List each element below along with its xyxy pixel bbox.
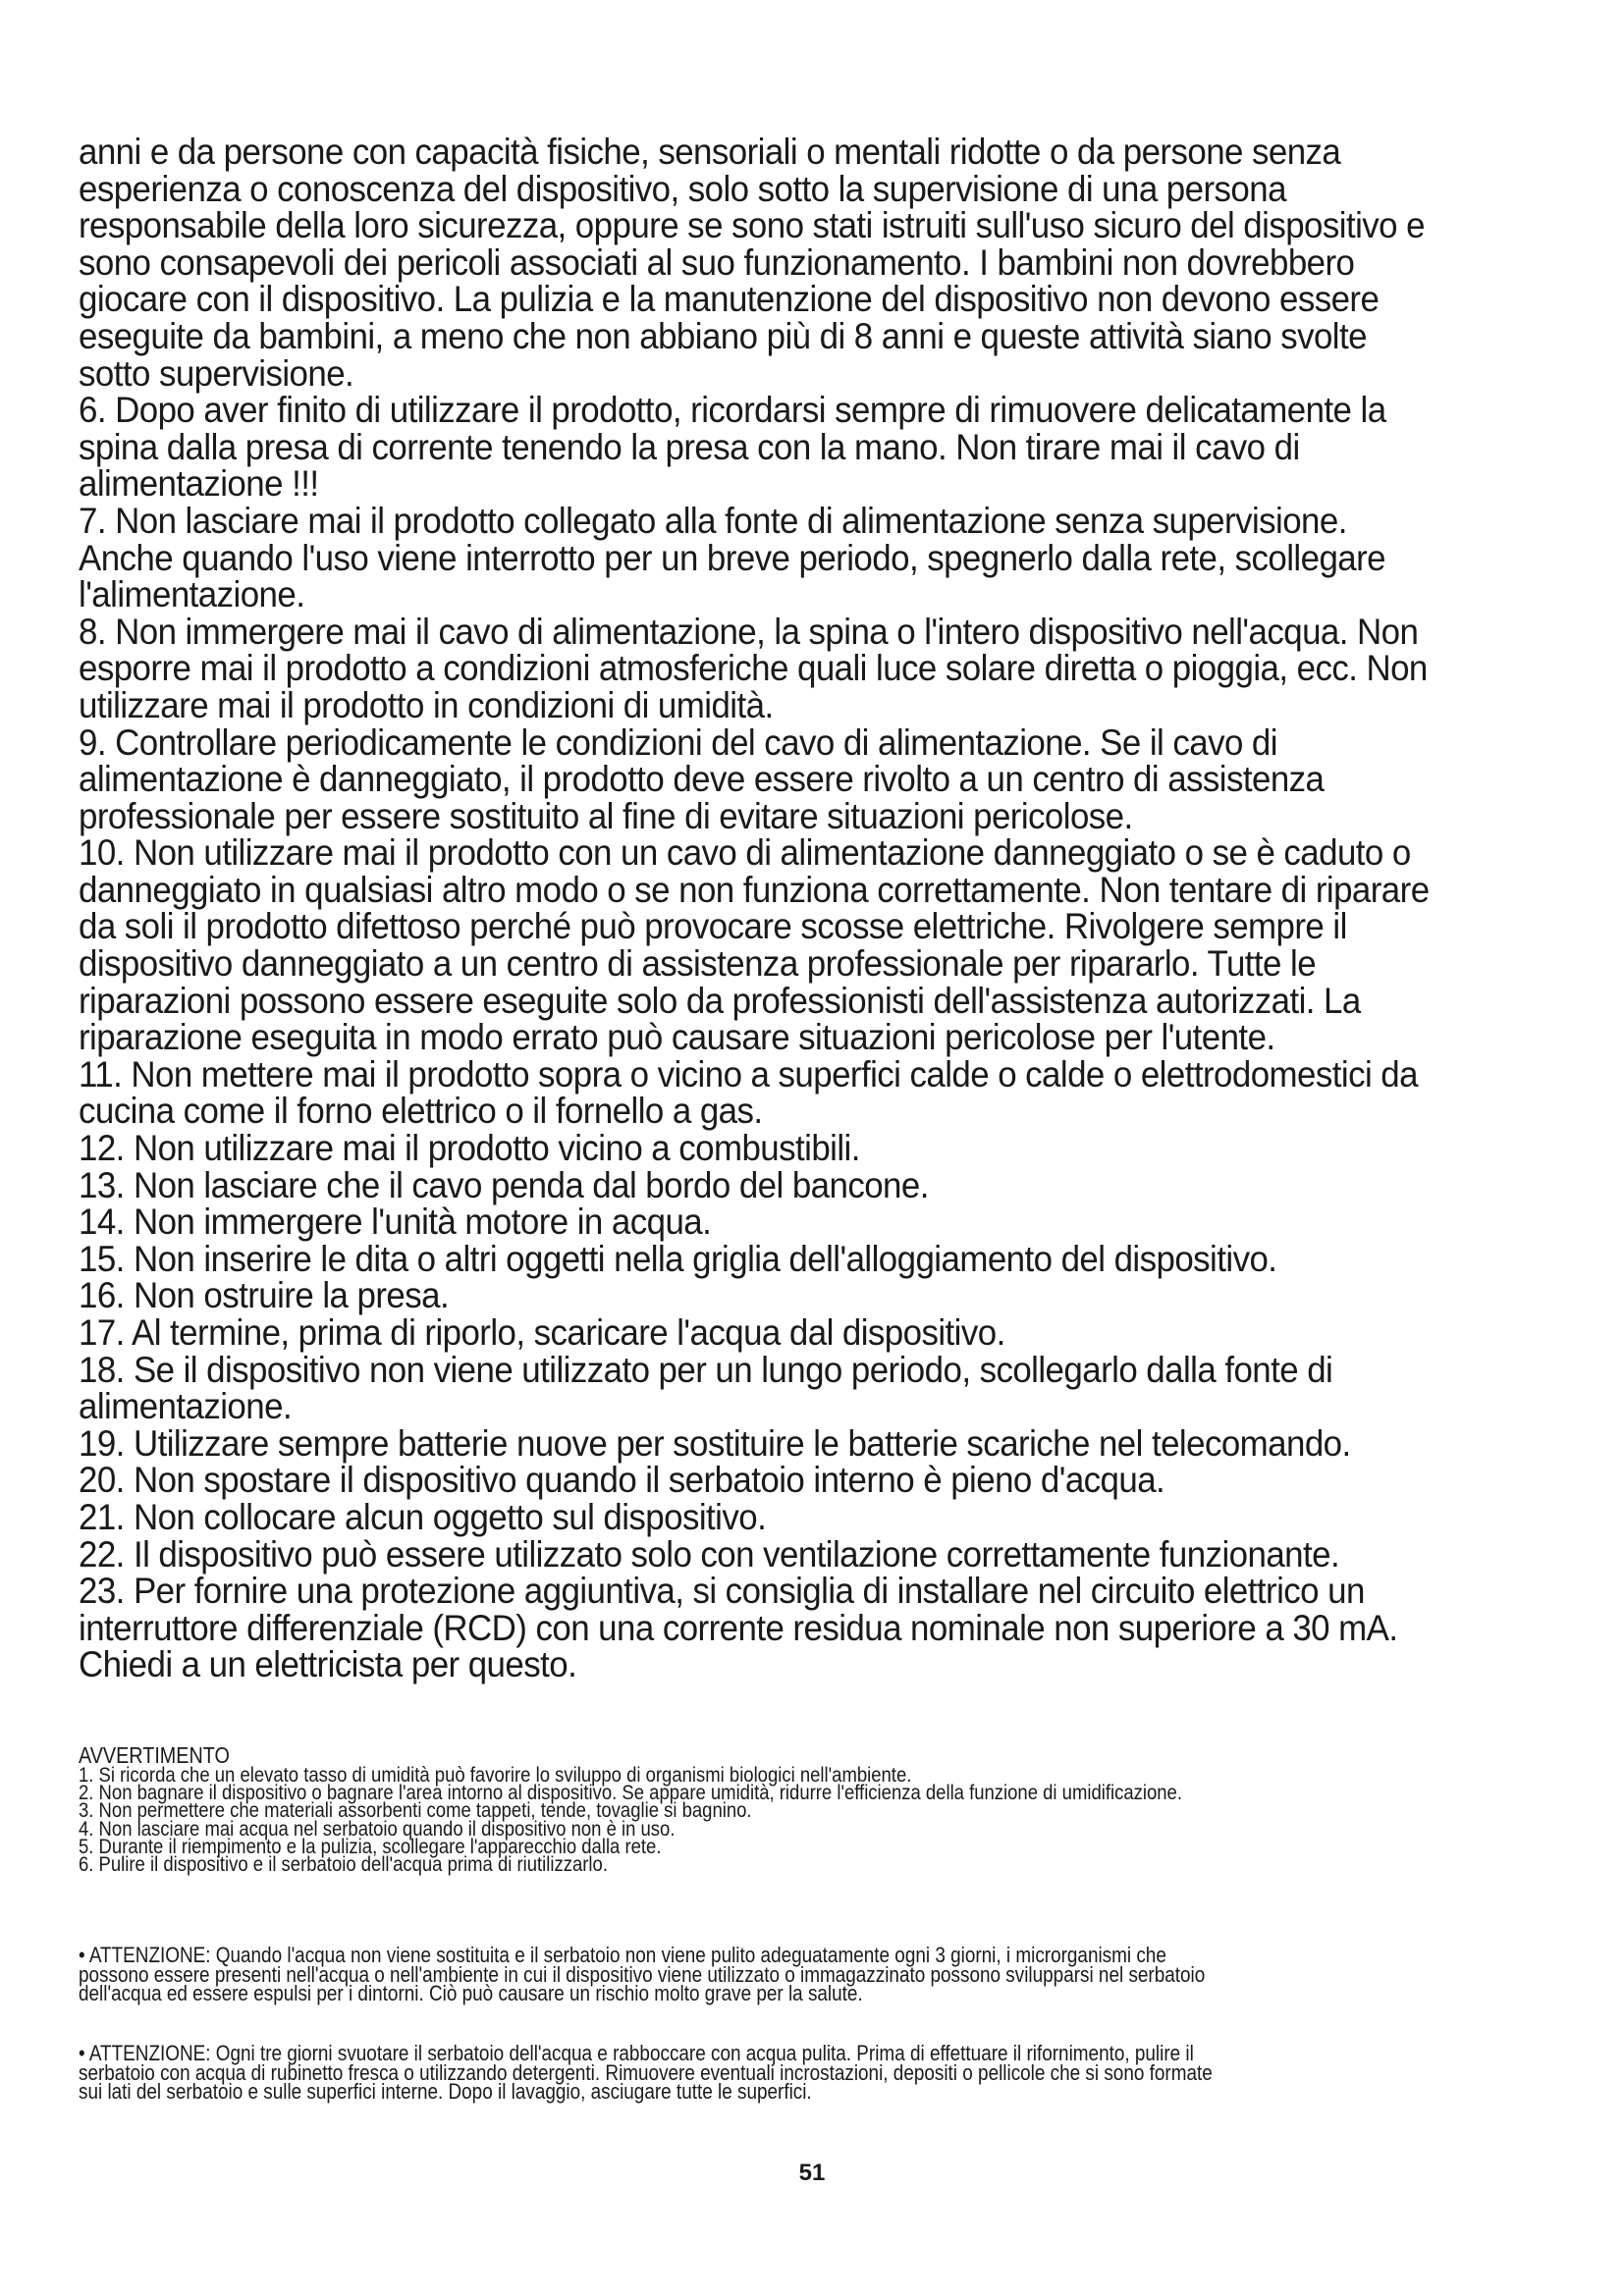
body-line: danneggiato in qualsiasi altro modo o se non funziona correttamente. Non tentare di riparare	[79, 868, 1430, 910]
body-line: riparazione eseguita in modo errato può causare situazioni pericolose per l'utente.	[79, 1016, 1275, 1058]
body-line: 22. Il dispositivo può essere utilizzato solo con ventilazione correttamente funzionante.	[79, 1532, 1340, 1575]
body-line: 21. Non collocare alcun oggetto sul dispositivo.	[79, 1495, 767, 1537]
body-line: 18. Se il dispositivo non viene utilizzato per un lungo periodo, scollegarlo dalla fonte di	[79, 1348, 1333, 1390]
body-line: 13. Non lasciare che il cavo penda dal bordo del bancone.	[79, 1163, 929, 1205]
warning-item: 6. Pulire il dispositivo e il serbatoio dell'acqua prima di riutilizzarlo.	[79, 1852, 608, 1877]
body-line: giocare con il dispositivo. La pulizia e la manutenzione del dispositivo non devono essere	[79, 278, 1380, 320]
body-line: cucina come il forno elettrico o il fornello a gas.	[79, 1090, 763, 1132]
body-line: responsabile della loro sicurezza, oppure se sono stati istruiti sull'uso sicuro del dispositivo e	[79, 204, 1425, 246]
warning-title: AVVERTIMENTO	[79, 1742, 230, 1768]
body-line: esporre mai il prodotto a condizioni atmosferiche quali luce solare diretta o pioggia, ecc. Non	[79, 647, 1428, 689]
notice-line: sui lati del serbatoio e sulle superfici interne. Dopo il lavaggio, asciugare tutte le superfici.	[79, 2079, 812, 2105]
body-line: da soli il prodotto difettoso perché può provocare scosse elettriche. Rivolgere sempre il	[79, 905, 1347, 947]
attention-notice-tank-cleaning	[79, 2041, 1615, 2105]
notice-line: • ATTENZIONE: Quando l'acqua non viene sostituita e il serbatoio non viene pulito adeguatamente ogni 3 giorni, i microrganismi che	[79, 1943, 1166, 1967]
body-line: 14. Non immergere l'unità motore in acqua.	[79, 1201, 712, 1243]
body-line: 10. Non utilizzare mai il prodotto con un cavo di alimentazione danneggiato o se è caduto o	[79, 831, 1411, 874]
body-line: 17. Al termine, prima di riporlo, scaricare l'acqua dal dispositivo.	[79, 1311, 1005, 1353]
safety-instructions-body	[79, 133, 1540, 1683]
attention-notice-water-replacement	[79, 1943, 1615, 2006]
notice-line: serbatoio con acqua di rubinetto fresca o utilizzando detergenti. Rimuovere eventuali incrostazioni, depositi o pellicole che si sono formate	[79, 2059, 1213, 2085]
notice-line: possono essere presenti nell'acqua o nell'ambiente in cui il dispositivo viene utilizzato o immagazzinato possono svilupparsi nel serbatoio	[79, 1961, 1206, 1987]
body-line: spina dalla presa di corrente tenendo la presa con la mano. Non tirare mai il cavo di	[79, 425, 1300, 467]
body-line: riparazioni possono essere eseguite solo da professionisti dell'assistenza autorizzati. La	[79, 979, 1361, 1021]
body-line: 16. Non ostruire la presa.	[79, 1274, 450, 1316]
body-line: 12. Non utilizzare mai il prodotto vicino a combustibili.	[79, 1127, 860, 1169]
body-line: 19. Utilizzare sempre batterie nuove per sostituire le batterie scariche nel telecomando.	[79, 1421, 1351, 1464]
warning-item: 4. Non lasciare mai acqua nel serbatoio quando il dispositivo non è in uso.	[79, 1816, 676, 1841]
body-line: Chiedi a un elettricista per questo.	[79, 1643, 577, 1685]
notice-line: dell'acqua ed essere espulsi per i dintorni. Ciò può causare un rischio molto grave per la salute.	[79, 1981, 863, 2006]
body-line: 8. Non immergere mai il cavo di alimentazione, la spina o l'intero dispositivo nell'acqua. Non	[79, 610, 1419, 652]
body-line: esperienza o conoscenza del dispositivo, solo sotto la supervisione di una persona	[79, 167, 1286, 209]
body-line: sotto supervisione.	[79, 351, 354, 394]
body-line: 15. Non inserire le dita o altri oggetti nella griglia dell'alloggiamento del dispositivo.	[79, 1237, 1277, 1279]
body-line: eseguite da bambini, a meno che non abbiano più di 8 anni e queste attività siano svolte	[79, 314, 1367, 356]
body-line: anni e da persone con capacità fisiche, sensoriali o mentali ridotte o da persone senza	[79, 131, 1341, 172]
body-line: 20. Non spostare il dispositivo quando il serbatoio interno è pieno d'acqua.	[79, 1459, 1165, 1501]
body-line: l'alimentazione.	[79, 573, 305, 615]
body-line: 9. Controllare periodicamente le condizioni del cavo di alimentazione. Se il cavo di	[79, 721, 1277, 763]
body-line: Anche quando l'uso viene interrotto per un breve periodo, spegnerlo dalla rete, scollegare	[79, 536, 1386, 578]
body-line: 11. Non mettere mai il prodotto sopra o vicino a superfici calde o calde o elettrodomestici da	[79, 1052, 1418, 1095]
body-line: interruttore differenziale (RCD) con una corrente residua nominale non superiore a 30 mA.	[79, 1606, 1398, 1648]
body-line: 7. Non lasciare mai il prodotto collegato alla fonte di alimentazione senza supervisione.	[79, 499, 1347, 541]
body-line: utilizzare mai il prodotto in condizioni di umidità.	[79, 683, 774, 725]
body-line: alimentazione.	[79, 1385, 293, 1427]
body-line: professionale per essere sostituito al fine di evitare situazioni pericolose.	[79, 794, 1133, 836]
warning-item: 3. Non permettere che materiali assorbenti come tappeti, tende, tovaglie si bagnino.	[79, 1798, 752, 1823]
body-line: 6. Dopo aver finito di utilizzare il prodotto, ricordarsi sempre di rimuovere delicatamente la	[79, 389, 1386, 431]
body-line: sono consapevoli dei pericoli associati al suo funzionamento. I bambini non dovrebbero	[79, 240, 1355, 283]
warning-section	[79, 1742, 1430, 1877]
page-number: 51	[798, 2160, 826, 2186]
warning-item: 5. Durante il riempimento e la pulizia, scollegare l'apparecchio dalla rete.	[79, 1834, 662, 1858]
warning-item: 1. Si ricorda che un elevato tasso di umidità può favorire lo sviluppo di organismi biologici nell'ambiente.	[79, 1763, 912, 1787]
body-line: dispositivo danneggiato a un centro di assistenza professionale per ripararlo. Tutte le	[79, 942, 1317, 985]
body-line: alimentazione !!!	[79, 462, 319, 505]
body-line: alimentazione è danneggiato, il prodotto deve essere rivolto a un centro di assistenza	[79, 758, 1325, 800]
body-line: 23. Per fornire una protezione aggiuntiva, si consiglia di installare nel circuito elettrico un	[79, 1570, 1365, 1612]
notice-line: • ATTENZIONE: Ogni tre giorni svuotare il serbatoio dell'acqua e rabboccare con acqua pulita. Prima di effettuare il rifornimento, pulire il	[79, 2041, 1194, 2065]
warning-item: 2. Non bagnare il dispositivo o bagnare l'area intorno al dispositivo. Se appare umidità, ridurre l'efficienza della funzione di umidificazione.	[79, 1781, 1182, 1805]
